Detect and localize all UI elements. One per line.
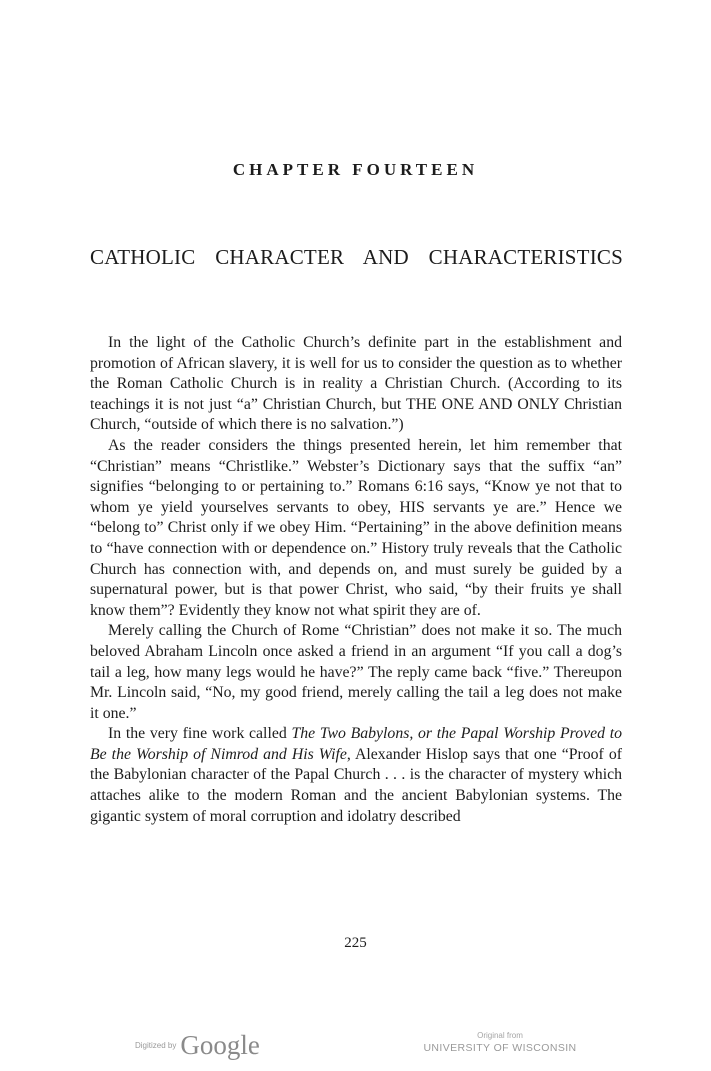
page-number: 225 [344,935,367,951]
digitized-by-google [135,1030,260,1060]
paragraph-4 [90,724,622,827]
book-title-italic: The Two Babylons, or the Papal Worship Proved to Be the Worship of Nimrod and His Wife [90,725,622,763]
original-source [410,1030,590,1055]
paragraph-2: As the reader considers the things presented herein, let him remember that “Christian” means “Christlike.” Webster’s Dictionary says that the suffix “an” signifies “belonging to or pertaining to.” Romans 6:16 says, “Know ye not that to whom ye yield yourselves servants to obey, HIS servants ye are.” Hence we “belong to” Christ only if we obey Him. “Pertaining” in the above definition means to “have connection with or dependence on.” History truly reveals that the Catholic Church has connection with, and depends on, and must surely be guided by a supernatural power, but is that power Christ, who said, “by their fruits ye shall know them”? Evidently they know not what spirit they are of. [90,436,622,619]
google-logo: Google [180,1029,260,1060]
paragraph-4-rest: , Alexander Hislop says that one “Proof of the Babylonian character of the Papal Church . . . is the character of mystery which attaches alike to the modern Roman and the ancient Babylonian systems. The gigantic system of moral corruption and idolatry described [90,745,622,825]
chapter-label: CHAPTER FOURTEEN [232,160,479,179]
original-from-label: Original from [477,1031,523,1040]
chapter-title: CATHOLIC CHARACTER AND CHARACTERISTICS [90,245,623,269]
paragraph-1: In the light of the Catholic Church’s definite part in the establishment and promotion of African slavery, it is well for us to consider the question as to whether the Roman Catholic Church is in reality a Christian Church. (According to its teachings it is not just “a” Christian Church, but THE ONE AND ONLY Christian Church, “outside of which there is no salvation.”) [90,334,622,434]
paragraph-3: Merely calling the Church of Rome “Christian” does not make it so. The much beloved Abraham Lincoln once asked a friend in an argument “If you call a dog’s tail a leg, how many legs would he have?” The reply came back “five.” Thereupon Mr. Lincoln said, “No, my good friend, merely calling the tail a leg does not make it one.” [90,622,622,722]
body-text [90,333,622,827]
digitized-by-label: Digitized by [135,1040,177,1050]
university-name: UNIVERSITY OF WISCONSIN [423,1042,577,1054]
paragraph-4-lead: In the very fine work called [108,725,292,743]
